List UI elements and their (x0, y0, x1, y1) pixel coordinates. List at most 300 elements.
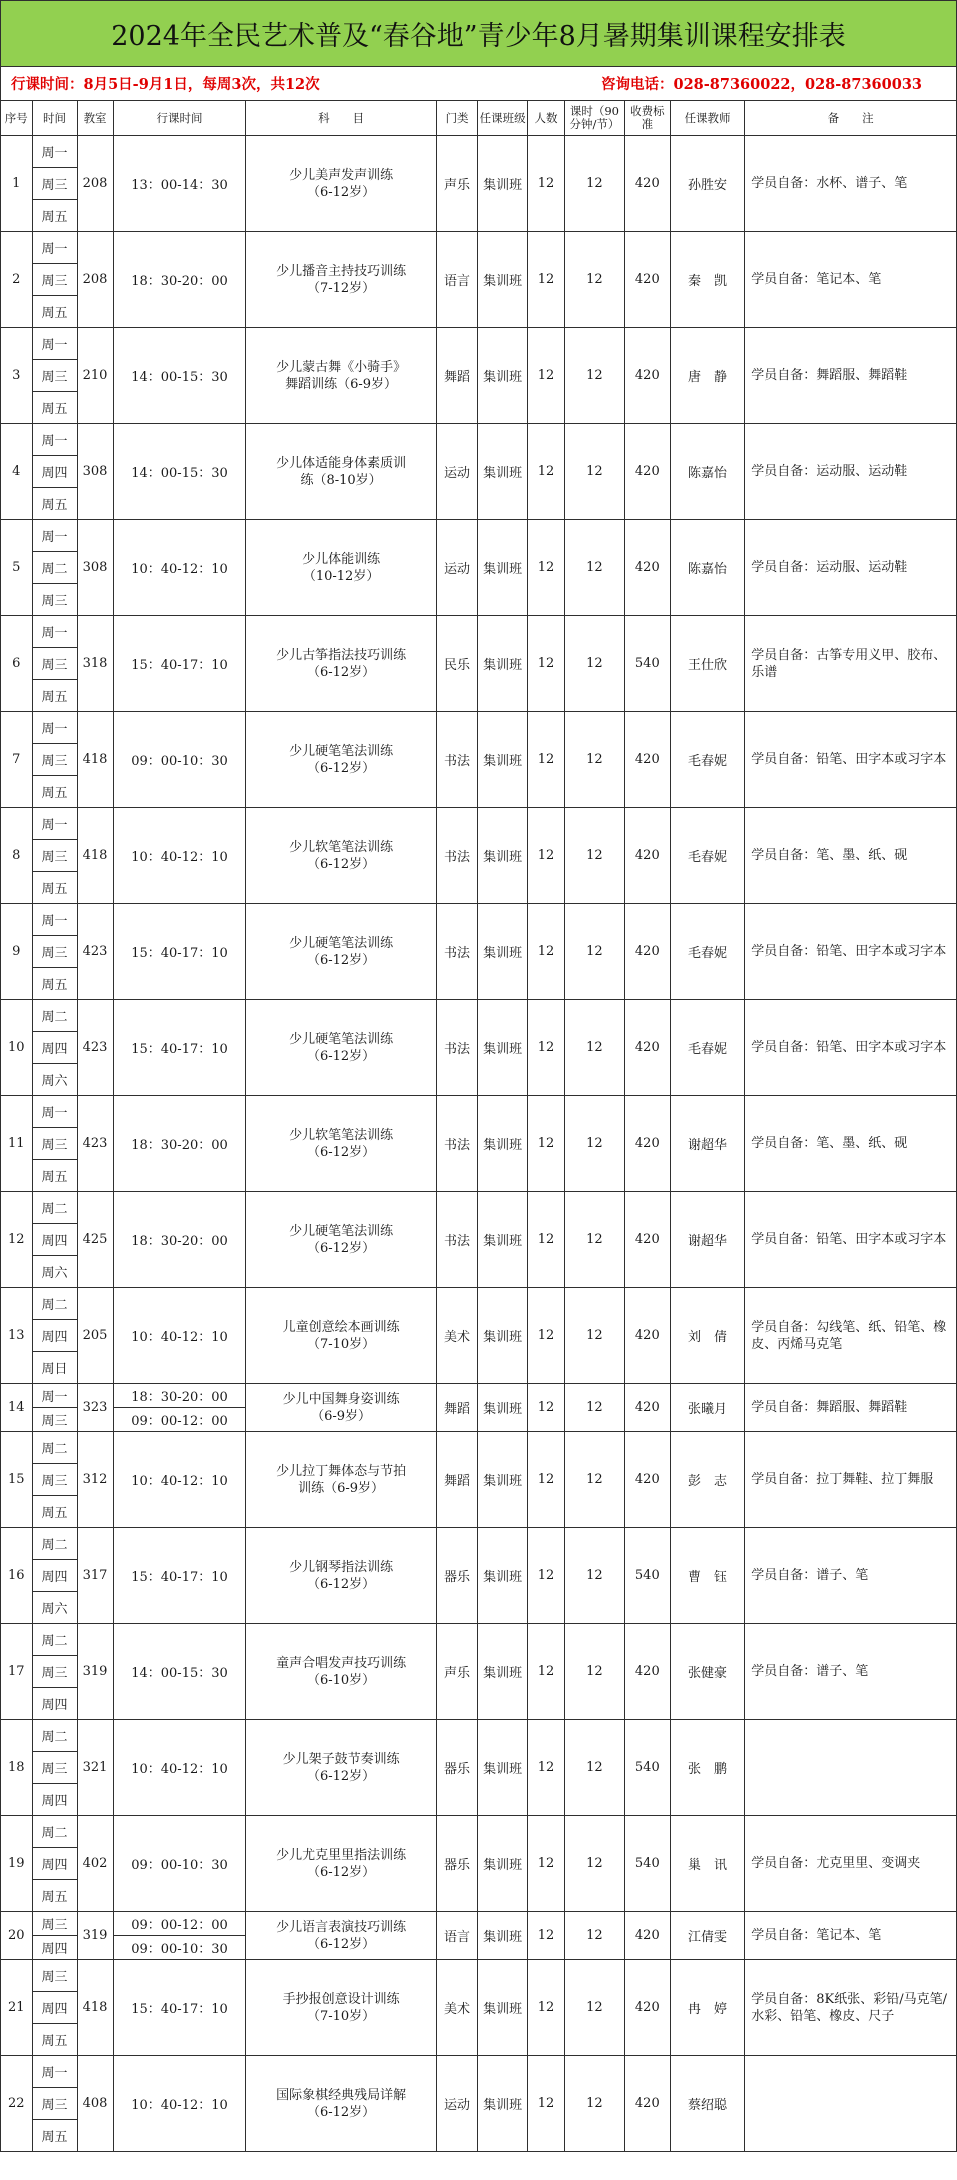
note-cell: 学员自备：拉丁舞鞋、拉丁舞服 (745, 1432, 957, 1528)
fee-cell: 420 (624, 136, 670, 232)
course-name: 少儿体能训练 (302, 551, 381, 567)
weekday-cell: 周五 (32, 2024, 77, 2056)
weekday-cell: 周一 (32, 2056, 77, 2088)
category-cell: 书法 (436, 1000, 478, 1096)
note-cell: 学员自备：笔、墨、纸、砚 (745, 808, 957, 904)
table-header-row (1, 101, 957, 136)
teacher-cell: 巢 讯 (670, 1816, 744, 1912)
time-cell: 10：40-12：10 (113, 1432, 246, 1528)
weekday-cell: 周三 (32, 648, 77, 680)
table-row (1, 520, 957, 552)
teacher-cell: 冉 婷 (670, 1960, 744, 2056)
row-number: 18 (1, 1720, 33, 1816)
class-type-cell: 集训班 (478, 616, 528, 712)
weekday-cell: 周五 (32, 776, 77, 808)
row-number: 17 (1, 1624, 33, 1720)
table-row (1, 1288, 957, 1320)
time-cell: 18：30-20：00 (113, 1192, 246, 1288)
schedule-table (0, 100, 957, 2152)
header-no: 序号 (1, 101, 33, 136)
weekday-cell: 周五 (32, 2120, 77, 2152)
time-cell: 14：00-15：30 (113, 1624, 246, 1720)
weekday-cell: 周二 (32, 1288, 77, 1320)
course-cell (246, 1816, 436, 1912)
teacher-cell: 陈嘉怡 (670, 520, 744, 616)
header-class: 任课班级 (478, 101, 528, 136)
row-number: 9 (1, 904, 33, 1000)
lesson-hours-cell: 12 (565, 808, 625, 904)
course-age: （7-10岁） (306, 2008, 376, 2024)
category-cell: 运动 (436, 424, 478, 520)
lesson-hours-cell: 12 (565, 424, 625, 520)
weekday-cell: 周三 (32, 1960, 77, 1992)
classroom-cell: 402 (77, 1816, 113, 1912)
row-number: 7 (1, 712, 33, 808)
weekday-cell: 周三 (32, 168, 77, 200)
course-age: （6-12岁） (306, 1576, 376, 1592)
category-cell: 书法 (436, 904, 478, 1000)
course-name: 少儿软笔笔法训练 (289, 1127, 394, 1143)
weekday-cell: 周二 (32, 1432, 77, 1464)
note-cell: 学员自备：笔、墨、纸、砚 (745, 1096, 957, 1192)
class-type-cell: 集训班 (478, 424, 528, 520)
student-count-cell: 12 (527, 808, 564, 904)
time-cell: 15：40-17：10 (113, 1000, 246, 1096)
course-cell (246, 808, 436, 904)
weekday-cell: 周六 (32, 1592, 77, 1624)
header-time: 行课时间 (113, 101, 246, 136)
teacher-cell: 唐 静 (670, 328, 744, 424)
student-count-cell: 12 (527, 1288, 564, 1384)
weekday-cell: 周五 (32, 872, 77, 904)
time-cell: 18：30-20：00 (113, 232, 246, 328)
student-count-cell: 12 (527, 904, 564, 1000)
category-cell: 书法 (436, 1096, 478, 1192)
course-age: 练（8-10岁） (300, 472, 382, 488)
course-name: 少儿硬笔笔法训练 (289, 935, 394, 951)
note-cell: 学员自备：笔记本、笔 (745, 1912, 957, 1960)
note-cell (745, 2056, 957, 2152)
class-type-cell: 集训班 (478, 1192, 528, 1288)
student-count-cell: 12 (527, 520, 564, 616)
course-cell (246, 616, 436, 712)
teacher-cell: 毛春妮 (670, 712, 744, 808)
course-name: 国际象棋经典残局详解 (276, 2087, 407, 2103)
course-age: （6-12岁） (306, 1144, 376, 1160)
student-count-cell: 12 (527, 616, 564, 712)
weekday-cell: 周五 (32, 488, 77, 520)
fee-cell: 420 (624, 712, 670, 808)
category-cell: 器乐 (436, 1816, 478, 1912)
class-type-cell: 集训班 (478, 1096, 528, 1192)
lesson-hours-cell: 12 (565, 1192, 625, 1288)
table-row (1, 136, 957, 168)
student-count-cell: 12 (527, 1720, 564, 1816)
note-cell: 学员自备：铅笔、田字本或习字本 (745, 904, 957, 1000)
class-type-cell: 集训班 (478, 520, 528, 616)
course-cell (246, 520, 436, 616)
classroom-cell: 423 (77, 904, 113, 1000)
class-type-cell: 集训班 (478, 1720, 528, 1816)
weekday-cell: 周一 (32, 424, 77, 456)
course-age: （6-12岁） (306, 2104, 376, 2120)
student-count-cell: 12 (527, 1624, 564, 1720)
course-name: 少儿语言表演技巧训练 (276, 1919, 407, 1935)
course-age: （6-12岁） (306, 1048, 376, 1064)
row-number: 11 (1, 1096, 33, 1192)
header-teacher: 任课教师 (670, 101, 744, 136)
course-name: 少儿架子鼓节奏训练 (282, 1751, 400, 1767)
lesson-hours-cell: 12 (565, 1384, 625, 1432)
row-number: 8 (1, 808, 33, 904)
time-cell: 10：40-12：10 (113, 1288, 246, 1384)
lesson-hours-cell: 12 (565, 328, 625, 424)
time-cell: 15：40-17：10 (113, 1960, 246, 2056)
classroom-cell: 418 (77, 1960, 113, 2056)
lesson-hours-cell: 12 (565, 712, 625, 808)
course-age: （6-12岁） (306, 1864, 376, 1880)
category-cell: 声乐 (436, 136, 478, 232)
class-type-cell: 集训班 (478, 1624, 528, 1720)
course-name: 少儿播音主持技巧训练 (276, 263, 407, 279)
weekday-cell: 周三 (32, 1128, 77, 1160)
weekday-cell: 周三 (32, 1912, 77, 1936)
category-cell: 书法 (436, 808, 478, 904)
info-bar (0, 67, 957, 100)
time-cell: 14：00-15：30 (113, 328, 246, 424)
table-row (1, 904, 957, 936)
row-number: 21 (1, 1960, 33, 2056)
weekday-cell: 周三 (32, 1656, 77, 1688)
weekday-cell: 周三 (32, 1752, 77, 1784)
classroom-cell: 308 (77, 424, 113, 520)
note-cell (745, 1720, 957, 1816)
row-number: 2 (1, 232, 33, 328)
category-cell: 舞蹈 (436, 1384, 478, 1432)
weekday-cell: 周五 (32, 296, 77, 328)
schedule-period: 行课时间：8月5日-9月1日，每周3次，共12次 (11, 76, 320, 93)
weekday-cell: 周二 (32, 1624, 77, 1656)
time-cell: 18：30-20：00 (113, 1096, 246, 1192)
weekday-cell: 周一 (32, 136, 77, 168)
time-cell: 09：00-12：00 (113, 1912, 246, 1936)
weekday-cell: 周三 (32, 840, 77, 872)
fee-cell: 420 (624, 1384, 670, 1432)
course-cell (246, 904, 436, 1000)
course-age: （6-12岁） (306, 184, 376, 200)
teacher-cell: 谢超华 (670, 1192, 744, 1288)
header-category: 门类 (436, 101, 478, 136)
weekday-cell: 周四 (32, 1224, 77, 1256)
header-room: 教室 (77, 101, 113, 136)
lesson-hours-cell: 12 (565, 136, 625, 232)
time-cell: 14：00-15：30 (113, 424, 246, 520)
row-number: 6 (1, 616, 33, 712)
fee-cell: 420 (624, 232, 670, 328)
course-name: 少儿美声发声训练 (289, 167, 394, 183)
course-cell (246, 1000, 436, 1096)
lesson-hours-cell: 12 (565, 1096, 625, 1192)
lesson-hours-cell: 12 (565, 904, 625, 1000)
classroom-cell: 312 (77, 1432, 113, 1528)
course-name: 少儿古筝指法技巧训练 (276, 647, 407, 663)
time-cell: 10：40-12：10 (113, 1720, 246, 1816)
teacher-cell: 彭 志 (670, 1432, 744, 1528)
table-row (1, 1528, 957, 1560)
weekday-cell: 周一 (32, 1384, 77, 1408)
course-name: 少儿钢琴指法训练 (289, 1559, 394, 1575)
table-row (1, 1960, 957, 1992)
fee-cell: 540 (624, 616, 670, 712)
weekday-cell: 周五 (32, 1880, 77, 1912)
row-number: 20 (1, 1912, 33, 1960)
course-age: 训练（6-9岁） (298, 1480, 385, 1496)
note-cell: 学员自备：谱子、笔 (745, 1528, 957, 1624)
weekday-cell: 周三 (32, 1464, 77, 1496)
note-cell: 学员自备：笔记本、笔 (745, 232, 957, 328)
course-cell (246, 1288, 436, 1384)
teacher-cell: 谢超华 (670, 1096, 744, 1192)
weekday-cell: 周三 (32, 936, 77, 968)
fee-cell: 420 (624, 1624, 670, 1720)
row-number: 22 (1, 2056, 33, 2152)
lesson-hours-cell: 12 (565, 1528, 625, 1624)
course-age: 舞蹈训练（6-9岁） (285, 376, 398, 392)
weekday-cell: 周二 (32, 1000, 77, 1032)
weekday-cell: 周二 (32, 1816, 77, 1848)
table-row (1, 1624, 957, 1656)
table-row (1, 1816, 957, 1848)
note-cell: 学员自备：水杯、谱子、笔 (745, 136, 957, 232)
course-cell (246, 328, 436, 424)
category-cell: 书法 (436, 712, 478, 808)
classroom-cell: 408 (77, 2056, 113, 2152)
lesson-hours-cell: 12 (565, 520, 625, 616)
course-name: 少儿中国舞身姿训练 (282, 1391, 400, 1407)
time-cell: 15：40-17：10 (113, 616, 246, 712)
class-type-cell: 集训班 (478, 712, 528, 808)
table-row (1, 712, 957, 744)
category-cell: 声乐 (436, 1624, 478, 1720)
weekday-cell: 周五 (32, 200, 77, 232)
category-cell: 运动 (436, 520, 478, 616)
fee-cell: 540 (624, 1720, 670, 1816)
time-cell: 09：00-12：00 (113, 1408, 246, 1432)
course-cell (246, 1912, 436, 1960)
fee-cell: 420 (624, 1000, 670, 1096)
note-cell: 学员自备：尤克里里、变调夹 (745, 1816, 957, 1912)
class-type-cell: 集训班 (478, 2056, 528, 2152)
course-cell (246, 1192, 436, 1288)
classroom-cell: 205 (77, 1288, 113, 1384)
fee-cell: 420 (624, 1912, 670, 1960)
fee-cell: 420 (624, 1096, 670, 1192)
time-cell: 15：40-17：10 (113, 1528, 246, 1624)
weekday-cell: 周三 (32, 584, 77, 616)
fee-cell: 420 (624, 328, 670, 424)
lesson-hours-cell: 12 (565, 1288, 625, 1384)
fee-cell: 420 (624, 424, 670, 520)
class-type-cell: 集训班 (478, 1288, 528, 1384)
classroom-cell: 319 (77, 1912, 113, 1960)
student-count-cell: 12 (527, 1816, 564, 1912)
classroom-cell: 418 (77, 712, 113, 808)
course-age: （6-12岁） (306, 1936, 376, 1952)
student-count-cell: 12 (527, 1960, 564, 2056)
course-age: （6-12岁） (306, 856, 376, 872)
time-cell: 13：00-14：30 (113, 136, 246, 232)
course-age: （7-12岁） (306, 280, 376, 296)
course-cell (246, 1432, 436, 1528)
course-age: （6-10岁） (306, 1672, 376, 1688)
weekday-cell: 周二 (32, 552, 77, 584)
teacher-cell: 江倩雯 (670, 1912, 744, 1960)
student-count-cell: 12 (527, 712, 564, 808)
course-name: 儿童创意绘本画训练 (282, 1319, 400, 1335)
weekday-cell: 周四 (32, 1560, 77, 1592)
header-count: 人数 (527, 101, 564, 136)
weekday-cell: 周二 (32, 1720, 77, 1752)
table-row (1, 1000, 957, 1032)
course-age: （6-9岁） (311, 1408, 372, 1424)
row-number: 13 (1, 1288, 33, 1384)
category-cell: 器乐 (436, 1720, 478, 1816)
row-number: 12 (1, 1192, 33, 1288)
table-row (1, 1384, 957, 1408)
weekday-cell: 周三 (32, 744, 77, 776)
note-cell: 学员自备：谱子、笔 (745, 1624, 957, 1720)
student-count-cell: 12 (527, 136, 564, 232)
table-row (1, 1432, 957, 1464)
fee-cell: 420 (624, 2056, 670, 2152)
weekday-cell: 周四 (32, 1688, 77, 1720)
note-cell: 学员自备：铅笔、田字本或习字本 (745, 1000, 957, 1096)
course-name: 少儿尤克里里指法训练 (276, 1847, 407, 1863)
course-age: （10-12岁） (302, 568, 380, 584)
weekday-cell: 周六 (32, 1064, 77, 1096)
header-hours: 课时（90分钟/节） (565, 101, 625, 136)
lesson-hours-cell: 12 (565, 1720, 625, 1816)
student-count-cell: 12 (527, 2056, 564, 2152)
fee-cell: 420 (624, 1288, 670, 1384)
time-cell: 15：40-17：10 (113, 904, 246, 1000)
table-row (1, 328, 957, 360)
teacher-cell: 蔡绍聪 (670, 2056, 744, 2152)
weekday-cell: 周四 (32, 1032, 77, 1064)
class-type-cell: 集训班 (478, 232, 528, 328)
fee-cell: 540 (624, 1528, 670, 1624)
teacher-cell: 张 鹏 (670, 1720, 744, 1816)
course-cell (246, 136, 436, 232)
teacher-cell: 王仕欣 (670, 616, 744, 712)
course-name: 少儿硬笔笔法训练 (289, 1031, 394, 1047)
classroom-cell: 418 (77, 808, 113, 904)
weekday-cell: 周四 (32, 1936, 77, 1960)
header-course: 科 目 (246, 101, 436, 136)
class-type-cell: 集训班 (478, 1432, 528, 1528)
teacher-cell: 毛春妮 (670, 808, 744, 904)
classroom-cell: 208 (77, 136, 113, 232)
lesson-hours-cell: 12 (565, 1432, 625, 1528)
course-cell (246, 1528, 436, 1624)
course-cell (246, 424, 436, 520)
category-cell: 器乐 (436, 1528, 478, 1624)
fee-cell: 420 (624, 1432, 670, 1528)
lesson-hours-cell: 12 (565, 1960, 625, 2056)
lesson-hours-cell: 12 (565, 2056, 625, 2152)
table-row (1, 1096, 957, 1128)
table-row (1, 616, 957, 648)
student-count-cell: 12 (527, 1432, 564, 1528)
weekday-cell: 周六 (32, 1256, 77, 1288)
teacher-cell: 孙胜安 (670, 136, 744, 232)
teacher-cell: 刘 倩 (670, 1288, 744, 1384)
classroom-cell: 318 (77, 616, 113, 712)
row-number: 19 (1, 1816, 33, 1912)
course-cell (246, 1624, 436, 1720)
table-row (1, 2056, 957, 2088)
lesson-hours-cell: 12 (565, 232, 625, 328)
fee-cell: 420 (624, 520, 670, 616)
table-row (1, 1192, 957, 1224)
time-cell: 10：40-12：10 (113, 2056, 246, 2152)
classroom-cell: 423 (77, 1096, 113, 1192)
weekday-cell: 周二 (32, 1528, 77, 1560)
course-name: 童声合唱发声技巧训练 (276, 1655, 407, 1671)
weekday-cell: 周一 (32, 328, 77, 360)
table-row (1, 808, 957, 840)
course-cell (246, 712, 436, 808)
class-type-cell: 集训班 (478, 1816, 528, 1912)
weekday-cell: 周三 (32, 360, 77, 392)
weekday-cell: 周一 (32, 712, 77, 744)
time-cell: 09：00-10：30 (113, 1936, 246, 1960)
header-day: 时间 (32, 101, 77, 136)
lesson-hours-cell: 12 (565, 1816, 625, 1912)
time-cell: 10：40-12：10 (113, 808, 246, 904)
weekday-cell: 周三 (32, 1408, 77, 1432)
row-number: 16 (1, 1528, 33, 1624)
teacher-cell: 张健豪 (670, 1624, 744, 1720)
table-body (1, 136, 957, 2152)
note-cell: 学员自备：运动服、运动鞋 (745, 424, 957, 520)
fee-cell: 420 (624, 1192, 670, 1288)
class-type-cell: 集训班 (478, 1528, 528, 1624)
weekday-cell: 周五 (32, 1160, 77, 1192)
weekday-cell: 周一 (32, 808, 77, 840)
fee-cell: 540 (624, 1816, 670, 1912)
weekday-cell: 周四 (32, 1848, 77, 1880)
weekday-cell: 周一 (32, 904, 77, 936)
category-cell: 运动 (436, 2056, 478, 2152)
course-cell (246, 1096, 436, 1192)
lesson-hours-cell: 12 (565, 1000, 625, 1096)
classroom-cell: 425 (77, 1192, 113, 1288)
teacher-cell: 陈嘉怡 (670, 424, 744, 520)
weekday-cell: 周五 (32, 680, 77, 712)
contact-phone: 咨询电话：028-87360022，028-87360033 (601, 76, 922, 93)
student-count-cell: 12 (527, 328, 564, 424)
course-cell (246, 1384, 436, 1432)
weekday-cell: 周四 (32, 1320, 77, 1352)
course-cell (246, 1960, 436, 2056)
course-age: （6-12岁） (306, 760, 376, 776)
weekday-cell: 周一 (32, 520, 77, 552)
classroom-cell: 208 (77, 232, 113, 328)
time-cell: 18：30-20：00 (113, 1384, 246, 1408)
table-row (1, 232, 957, 264)
note-cell: 学员自备：勾线笔、纸、铅笔、橡皮、丙烯马克笔 (745, 1288, 957, 1384)
